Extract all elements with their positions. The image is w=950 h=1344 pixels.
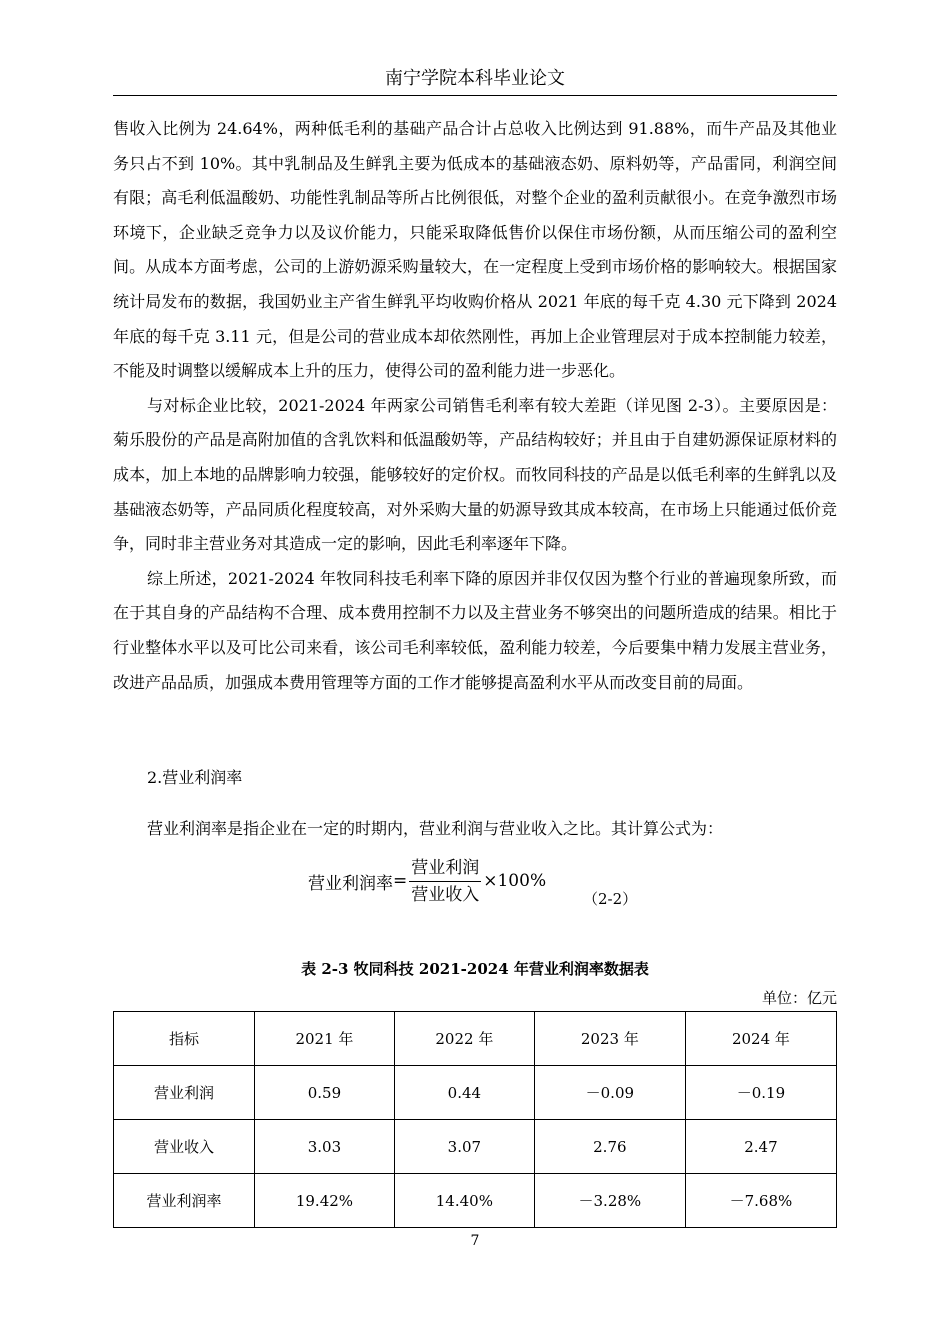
header-cell: 2022 年 <box>394 1012 534 1066</box>
header-cell: 指标 <box>114 1012 255 1066</box>
table-cell: 3.03 <box>255 1120 395 1174</box>
formula-fraction <box>409 857 481 906</box>
page-number: 7 <box>470 1233 480 1249</box>
formula-denominator: 营业收入 <box>411 884 480 905</box>
table-cell: 14.40% <box>394 1174 534 1228</box>
table-row <box>114 1120 837 1174</box>
header-cell: 2021 年 <box>255 1012 395 1066</box>
formula-multiplier: ×100% <box>483 871 547 891</box>
row-label: 营业利润率 <box>114 1174 255 1228</box>
row-label: 营业收入 <box>114 1120 255 1174</box>
table-row <box>114 1174 837 1228</box>
formula-lhs: 营业利润率 <box>308 873 393 894</box>
table-cell: －0.19 <box>685 1066 836 1120</box>
table-cell: －7.68% <box>685 1174 836 1228</box>
header-cell: 2024 年 <box>685 1012 836 1066</box>
table-cell: 0.44 <box>394 1066 534 1120</box>
paragraph: 综上所述，2021-2024 年牧同科技毛利率下降的原因并非仅仅因为整个行业的普遍现象所致，而在于其自身的产品结构不合理、成本费用控制不力以及主营业务不够突出的问题所造成的结果。相比于行业整体水平以及可比公司来看，该公司毛利率较低，盈利能力较差，今后要集中精力发展主营业务，改进产品品质，加强成本费用管理等方面的工作才能够提高盈利水平从而改变目前的局面。 <box>113 568 837 692</box>
table-row <box>114 1066 837 1120</box>
body-text <box>113 112 837 700</box>
table-cell: 2.76 <box>534 1120 685 1174</box>
formula-numerator: 营业利润 <box>409 857 481 882</box>
table-header-row <box>114 1012 837 1066</box>
table-cell: 0.59 <box>255 1066 395 1120</box>
section-heading: 2.营业利润率 <box>147 768 243 787</box>
formula <box>308 853 546 909</box>
table-cell: －0.09 <box>534 1066 685 1120</box>
table-unit: 单位：亿元 <box>761 989 837 1007</box>
formula-equals: = <box>393 871 408 891</box>
definition-paragraph: 营业利润率是指企业在一定的时期内，营业利润与营业收入之比。其计算公式为： <box>147 819 724 838</box>
table-cell: －3.28% <box>534 1174 685 1228</box>
paragraph: 与对标企业比较，2021-2024 年两家公司销售毛利率有较大差距（详见图 2-3）。主要原因是：菊乐股份的产品是高附加值的含乳饮料和低温酸奶等，产品结构较好；并且由于自建奶源保证原材料的成本，加上本地的品牌影响力较强，能够较好的定价权。而牧同科技的产品是以低毛利率的生鲜乳以及基础液态奶等，产品同质化程度较高，对外采购大量的奶源导致其成本较高，在市场上只能通过低价竞争，同时非主营业务对其造成一定的影响，因此毛利率逐年下降。 <box>113 395 837 554</box>
paragraph: 售收入比例为 24.64%，两种低毛利的基础产品合计占总收入比例达到 91.88%，而牛产品及其他业务只占不到 10%。其中乳制品及生鲜乳主要为低成本的基础液态奶、原料奶等，产品雷同，利润空间有限；高毛利低温酸奶、功能性乳制品等所占比例很低，对整个企业的盈利贡献很小。在竞争激烈市场环境下，企业缺乏竞争力以及议价能力，只能采取降低售价以保住市场份额，从而压缩公司的盈利空间。从成本方面考虑，公司的上游奶源采购量较大，在一定程度上受到市场价格的影响较大。根据国家统计局发布的数据，我国奶业主产省生鲜乳平均收购价格从 2021 年底的每千克 4.30 元下降到 2024 年底的每千克 3.11 元，但是公司的营业成本却依然刚性，再加上企业管理层对于成本控制能力较差，不能及时调整以缓解成本上升的压力，使得公司的盈利能力进一步恶化。 <box>113 119 837 381</box>
header-cell: 2023 年 <box>534 1012 685 1066</box>
header-rule <box>113 95 837 96</box>
table-caption: 表 2-3 牧同科技 2021-2024 年营业利润率数据表 <box>301 960 649 978</box>
table-cell: 3.07 <box>394 1120 534 1174</box>
running-header: 南宁学院本科毕业论文 <box>385 68 565 89</box>
formula-number: （2-2） <box>583 890 638 908</box>
row-label: 营业利润 <box>114 1066 255 1120</box>
table-cell: 2.47 <box>685 1120 836 1174</box>
table-cell: 19.42% <box>255 1174 395 1228</box>
data-table <box>113 1011 837 1228</box>
